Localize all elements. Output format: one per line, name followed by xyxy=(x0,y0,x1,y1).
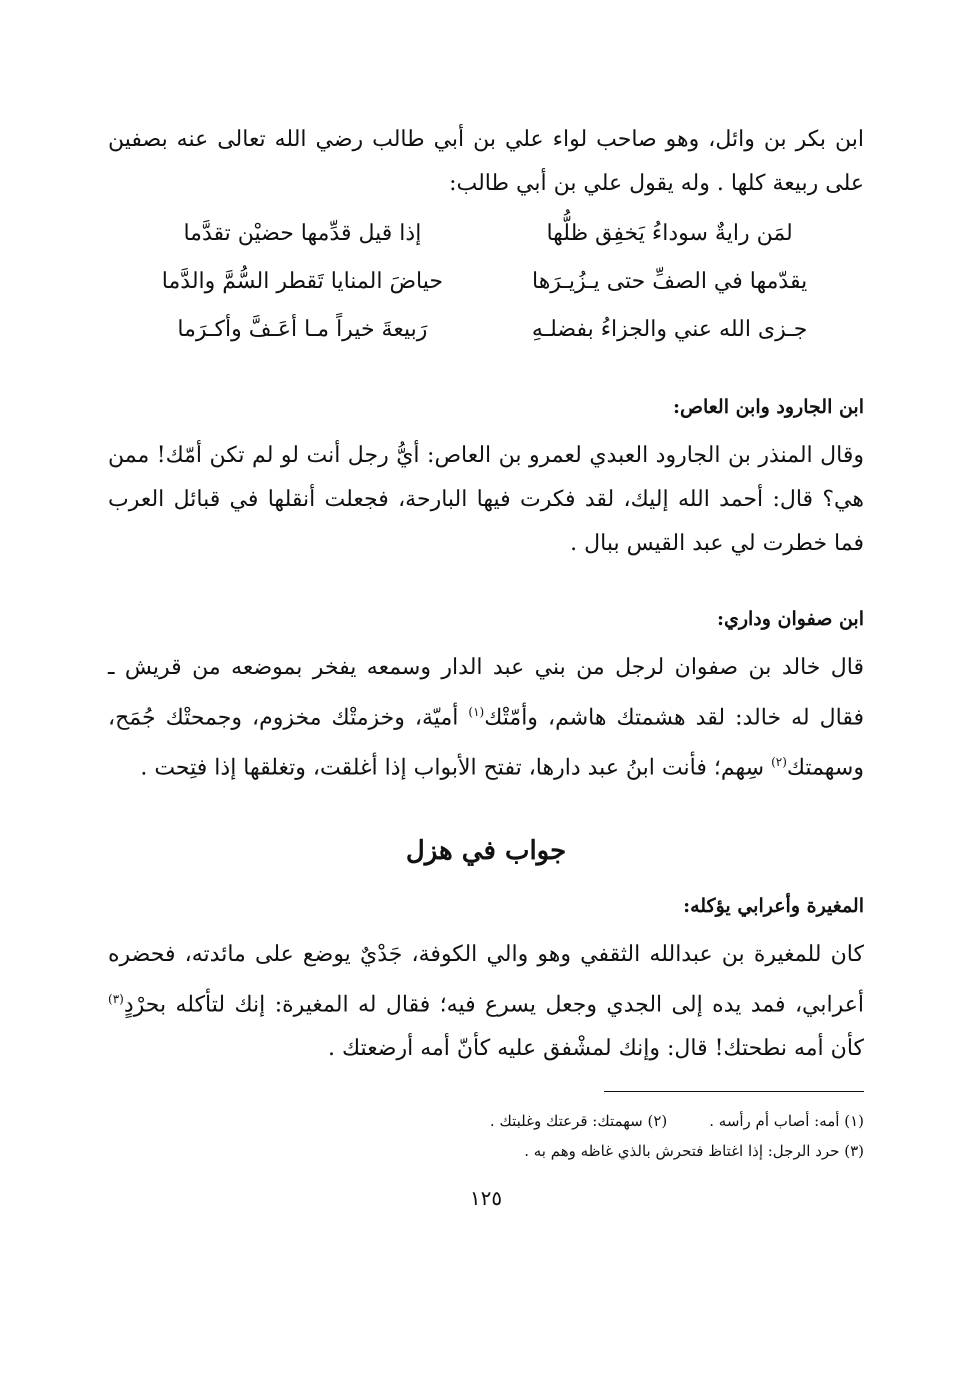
footnote-ref-2: (٢) xyxy=(771,755,787,770)
poem-verse-1 xyxy=(126,210,846,258)
footnote-3: (٣) حرد الرجل: إذا اغتاظ فتحرش بالذي غاظه وهم به . xyxy=(524,1141,864,1160)
section-heading-jarud: ابن الجارود وابن العاص: xyxy=(672,396,864,418)
verse-3-second-hemistich: رَبيعةَ خيراً مـا أعَـفَّ وأكـرَما xyxy=(177,317,428,342)
intro-paragraph: ابن بكر بن وائل، وهو صاحب لواء علي بن أبي طالب رضي الله تعالى عنه بصفين على ربيعة كلها . وله يقول علي بن أبي طالب: xyxy=(108,127,864,196)
footnote-ref-3: (٣) xyxy=(108,991,124,1006)
footnote-1: (١) أمه: أصاب أم رأسه . xyxy=(709,1111,864,1130)
verse-1-second-hemistich: إذا قيل قدِّمها حضيْن تقدَّما xyxy=(183,221,422,246)
footnote-divider xyxy=(604,1091,864,1092)
verse-1-first-hemistich: لمَن رايةٌ سوداءُ يَخفِق ظلُّها xyxy=(546,221,793,246)
footnote-2: (٢) سهمتك: قرعتك وغلبتك . xyxy=(489,1111,668,1130)
mughira-text-part-1: كان للمغيرة بن عبدالله الثقفي وهو والي الكوفة، جَدْيٌ يوضع على مائدته، فحضره أعرابي، فمد يده إلى الجدي وجعل يسرع فيه؛ فقال له المغيرة: إنك لتأكله بحرْدٍ xyxy=(108,941,864,1017)
mughira-text-part-2: كأن أمه نطحتك! قال: وإنك لمشْفق عليه كأنّ أمه أرضعتك . xyxy=(328,1035,864,1061)
poem-verse-2 xyxy=(126,258,846,306)
poem-verse-3 xyxy=(126,306,846,354)
section-heading-mughira: المغيرة وأعرابي يؤكله: xyxy=(683,894,864,917)
section-text-jarud: وقال المنذر بن الجارود العبدي لعمرو بن العاص: أيُّ رجل أنت لو لم تكن أمّك! ممن هي؟ قال: أحمد الله إليك، لقد فكرت فيها البارحة، فجعلت أنقلها في قبائل العرب فما خطرت لي عبد القيس ببال . xyxy=(108,443,864,556)
safwan-text-part-2: أميّة، وخزمتْك مخزوم، وجمحتْك جُمَح، وسهمتك xyxy=(108,705,864,781)
section-text-safwan xyxy=(108,646,864,791)
safwan-text-part-3: سِهم؛ فأنت ابنُ عبد دارها، تفتح الأبواب إذا أغلقت، وتغلقها إذا فتِحت . xyxy=(140,755,765,781)
verse-2-first-hemistich: يقدّمها في الصفِّ حتى يـزُيـرَها xyxy=(531,269,808,294)
book-page xyxy=(108,118,864,1210)
footnote-ref-1: (١) xyxy=(468,705,485,719)
chapter-title: جواب في هزل xyxy=(405,835,567,866)
section-heading-safwan: ابن صفوان وداري: xyxy=(716,608,864,630)
footnotes xyxy=(108,1106,864,1166)
page-number: ١٢٥ xyxy=(469,1185,503,1210)
footnote-row-1 xyxy=(108,1106,864,1136)
verse-2-second-hemistich: حياضَ المنايا تَقطر السُّمَّ والدَّما xyxy=(161,269,443,294)
poem xyxy=(126,210,846,354)
safwan-text-part-1: قال خالد بن صفوان لرجل من بني عبد الدار وسمعه يفخر بموضعه من قريش ـ فقال له خالد: لقد هشمتك هاشم، وأمّتْك xyxy=(108,655,864,731)
verse-3-first-hemistich: جـزى الله عني والجزاءُ بفضلـهِ xyxy=(531,317,808,342)
section-text-mughira xyxy=(108,933,864,1071)
